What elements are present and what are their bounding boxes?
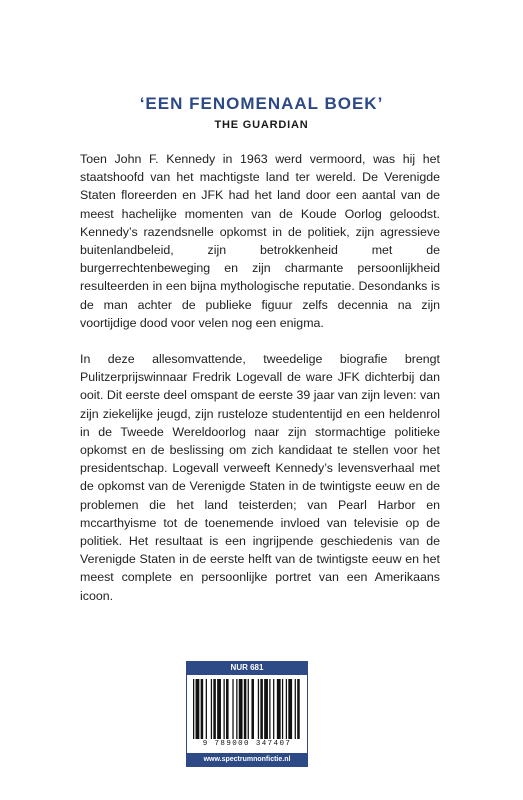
review-source: THE GUARDIAN [214,119,309,131]
barcode-icon [193,679,301,739]
blurb [80,150,440,623]
isbn-number: 9 789000 347407 [202,740,292,748]
nur-label: NUR 681 [186,661,308,675]
review-quote: ‘EEN FENOMENAAL BOEK’ [139,94,384,113]
barcode-block [186,661,308,767]
barcode-area [186,675,308,753]
blurb-paragraph-2: In deze allesomvattende, tweedelige biografie brengt Pulitzerprijswinnaar Fredrik Logevall de ware JFK dichterbij dan ooit. Dit eerste deel omspant de eerste 39 jaar van zijn leven: van zijn ziekelijke jeugd, zijn rusteloze studententijd en een heldenrol in de Tweede Wereldoorlog naar zijn stormachtige politieke opkomst en de beslissing om zich kandidaat te stellen voor het presidentschap. Logevall verweeft Kennedy’s levensverhaal met de opkomst van de Verenigde Staten in de twintigste eeuw en de problemen die het land teisterden; van Pearl Harbor en mccarthyisme tot de toenemende invloed van televisie op de politiek. Het resultaat is een ingrijpende geschiedenis van de Verenigde Staten in de eerste helft van de twintigste eeuw en het meest complete en persoonlijke portret van een Amerikaans icoon. [80,352,440,603]
blurb-paragraph-1: Toen John F. Kennedy in 1963 werd vermoord, was hij het staatshoofd van het machtigste land ter wereld. De Verenigde Staten floreerden en JFK had het land door een aantal van de meest hachelijke momenten van de Koude Oorlog geloodst. Kennedy’s razendsnelle opkomst in de politiek, zijn agressieve buitenlandbeleid, zijn betrokkenheid met de burgerrechtenbeweging en zijn charmante persoonlijkheid resulteerden in een bijna mythologische reputatie. Desondanks is de man achter de publieke figuur zelfs decennia na zijn voortijdige dood voor velen nog een enigma. [80,152,440,330]
publisher-website: www.spectrumnonfictie.nl [186,753,308,767]
